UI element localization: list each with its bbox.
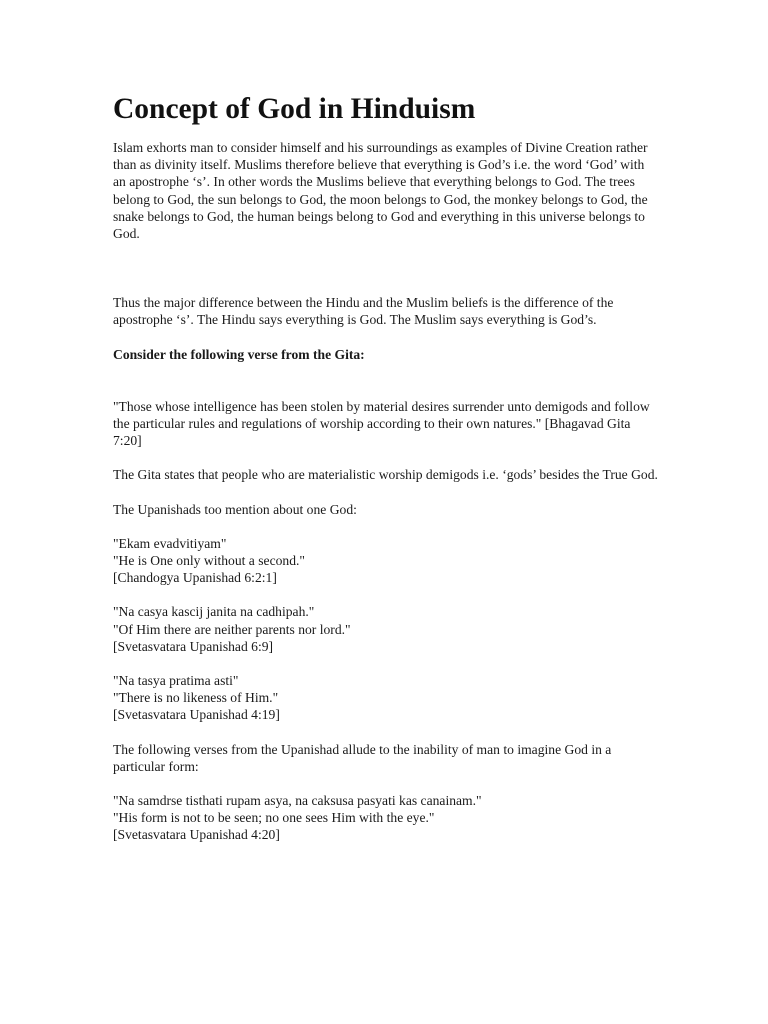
gita-verse: "Those whose intelligence has been stolen by material desires surrender unto demigods and follow the particular rules and regulations of worship according to their own natures." [Bhagavad Gita 7:20] [113, 398, 650, 449]
quote-source: [Svetasvatara Upanishad 4:19] [113, 707, 280, 723]
quote-source: [Chandogya Upanishad 6:2:1] [113, 570, 277, 586]
quote-block [113, 535, 658, 587]
quote-translation: "There is no likeness of Him." [113, 690, 279, 706]
imagine-intro: The following verses from the Upanishad allude to the inability of man to imagine God in a particular form: [113, 741, 612, 774]
upanishads-intro: The Upanishads too mention about one God: [113, 501, 357, 517]
quote-block [113, 672, 658, 724]
quote-sanskrit: "Ekam evadvitiyam" [113, 535, 227, 551]
quote-source: [Svetasvatara Upanishad 6:9] [113, 638, 274, 654]
document-page [113, 90, 658, 861]
quote-translation: "His form is not to be seen; no one sees Him with the eye." [113, 810, 435, 826]
quote-translation: "He is One only without a second." [113, 553, 305, 569]
quote-sanskrit: "Na tasya pratima asti" [113, 673, 239, 689]
quote-sanskrit: "Na casya kascij janita na cadhipah." [113, 604, 315, 620]
quote-block [113, 792, 658, 844]
gita-heading: Consider the following verse from the Gita: [113, 346, 365, 362]
quote-sanskrit: "Na samdrse tisthati rupam asya, na caksusa pasyati kas canainam." [113, 793, 482, 809]
quote-translation: "Of Him there are neither parents nor lord." [113, 621, 351, 637]
quote-source: [Svetasvatara Upanishad 4:20] [113, 827, 280, 843]
gita-explanation: The Gita states that people who are materialistic worship demigods i.e. ‘gods’ besides the True God. [113, 467, 658, 483]
difference-paragraph: Thus the major difference between the Hindu and the Muslim beliefs is the difference of the apostrophe ‘s’. The Hindu says everything is God. The Muslim says everything is God’s. [113, 295, 614, 328]
page-title: Concept of God in Hinduism [113, 93, 476, 125]
quote-block [113, 603, 658, 655]
intro-paragraph: Islam exhorts man to consider himself and his surroundings as examples of Divine Creation rather than as divinity itself. Muslims therefore believe that everything is God’s i.e. the word ‘God’ with an apostrophe ‘s’. In other words the Muslims believe that everything belongs to God. The trees belong to God, the sun belongs to God, the moon belongs to God, the monkey belongs to God, the snake belongs to God, the human beings belong to God and everything in this universe belongs to God. [113, 140, 648, 242]
